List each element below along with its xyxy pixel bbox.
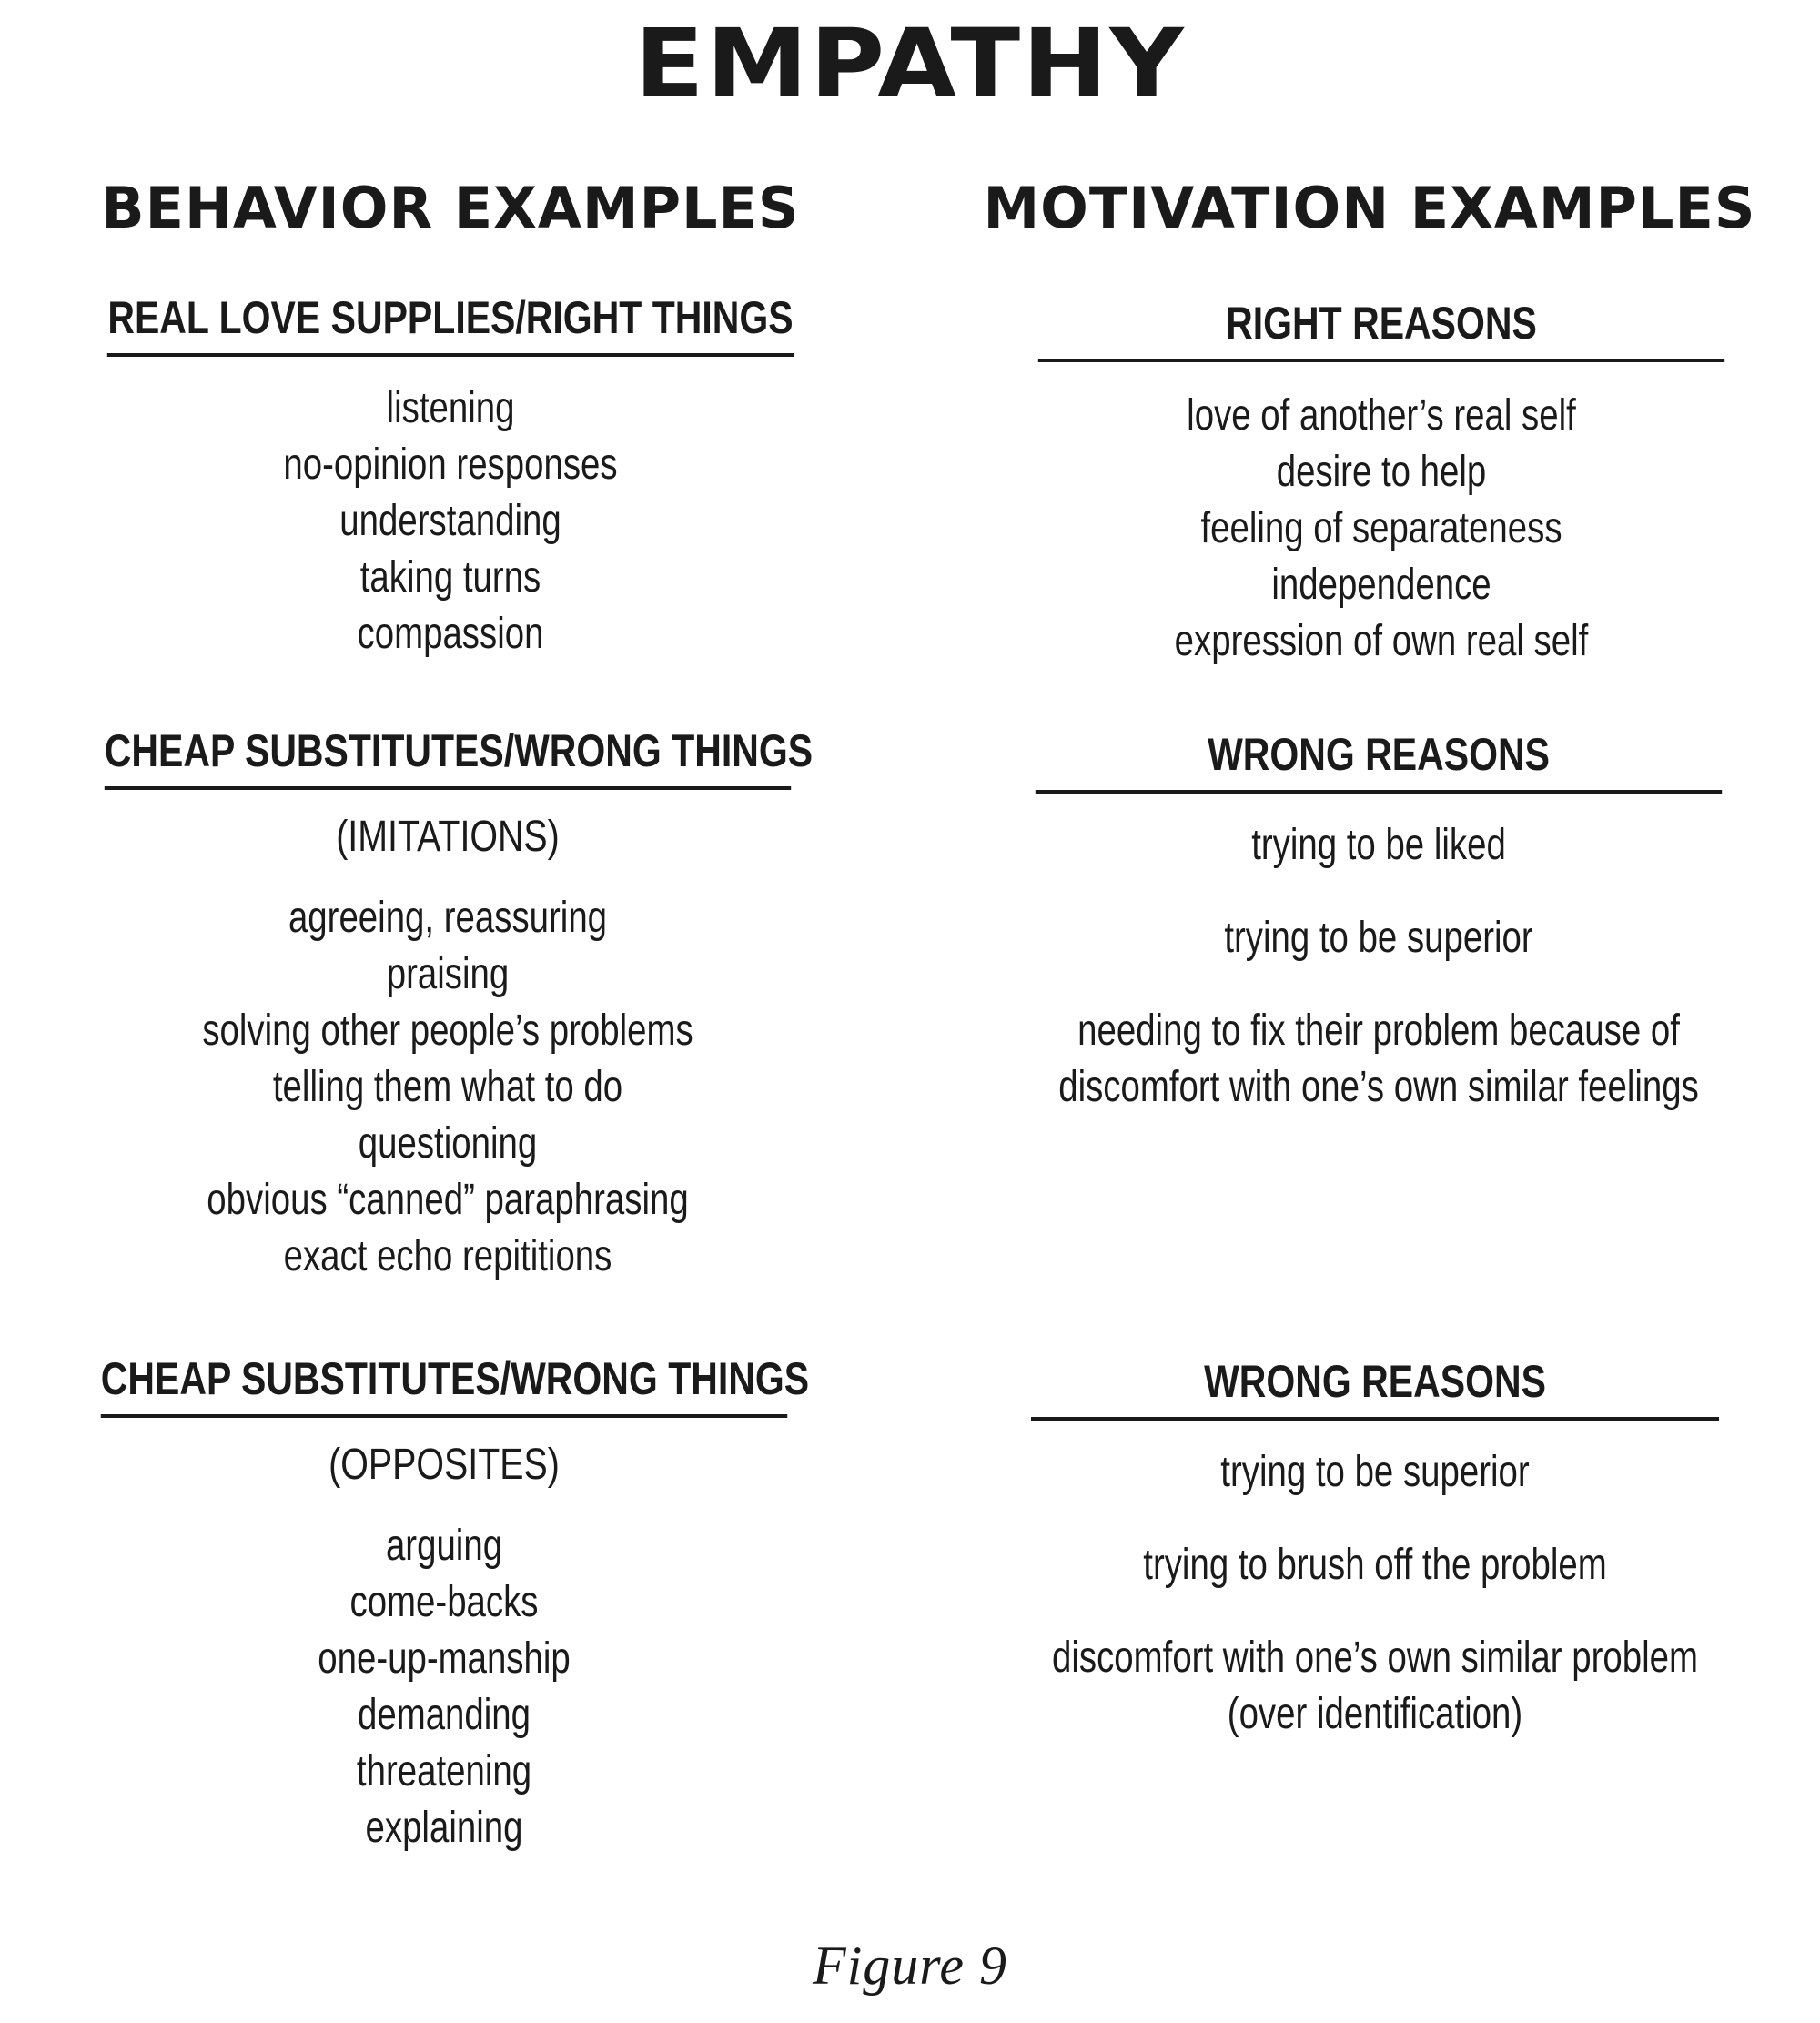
opposites-list (25, 1518, 863, 1856)
list-item: one-up-manship (318, 1634, 571, 1683)
imitations-section (29, 725, 866, 1285)
real-love-list (32, 380, 869, 663)
list-item: trying to brush off the problem (1143, 1541, 1607, 1589)
list-item: agreeing, reassuring (288, 894, 608, 942)
page-title: EMPATHY (634, 8, 1186, 119)
list-item: exact echo repititions (283, 1232, 612, 1280)
list-item: listening (386, 384, 515, 432)
list-item: questioning (358, 1119, 538, 1168)
behavior-examples-heading: BEHAVIOR EXAMPLES (101, 175, 800, 241)
list-item: trying to be liked (1251, 821, 1506, 869)
right-reasons-section (963, 300, 1800, 670)
list-item: love of another’s real self (1187, 391, 1576, 440)
wrong-reasons-section-2 (956, 1356, 1795, 1779)
section-heading: WRONG REASONS (1031, 1359, 1719, 1421)
list-item-line: (over identification) (1227, 1690, 1523, 1738)
motivation-examples-heading: MOTIVATION EXAMPLES (983, 175, 1756, 241)
list-item: come-backs (349, 1578, 539, 1626)
list-item: no-opinion responses (283, 440, 618, 489)
list-item (1044, 1003, 1714, 1116)
section-heading: CHEAP SUBSTITUTES/WRONG THINGS (101, 1356, 787, 1418)
list-item: demanding (357, 1691, 531, 1739)
list-item: expression of own real self (1174, 617, 1589, 665)
list-item: threatening (356, 1747, 532, 1795)
section-subheading: (IMITATIONS) (336, 813, 560, 861)
list-item: taking turns (359, 553, 541, 602)
section-heading: REAL LOVE SUPPLIES/RIGHT THINGS (107, 295, 794, 357)
list-item: independence (1271, 561, 1491, 609)
list-item (1039, 1630, 1711, 1743)
list-item: compassion (357, 610, 544, 658)
section-heading: WRONG REASONS (1036, 732, 1722, 794)
list-item: trying to be superior (1220, 1448, 1530, 1496)
list-item: understanding (339, 497, 561, 545)
section-heading: CHEAP SUBSTITUTES/WRONG THINGS (105, 728, 791, 790)
imitations-list (29, 890, 866, 1285)
list-item: telling them what to do (272, 1063, 623, 1111)
wrong-reasons-section-1 (960, 729, 1797, 1152)
list-item: feeling of separateness (1200, 504, 1562, 552)
section-heading: RIGHT REASONS (1038, 300, 1724, 362)
list-item: arguing (385, 1522, 503, 1570)
wrong-reasons-list-1 (960, 817, 1797, 1116)
right-reasons-list (963, 388, 1800, 670)
wrong-reasons-list-2 (956, 1444, 1795, 1743)
real-love-supplies-section (32, 292, 869, 663)
list-item: praising (386, 950, 510, 998)
figure-caption: Figure 9 (812, 1936, 1008, 1996)
list-item-line: discomfort with one’s own similar problem (1052, 1634, 1698, 1682)
list-item: solving other people’s problems (202, 1006, 693, 1055)
list-item-line: discomfort with one’s own similar feelings (1058, 1063, 1699, 1111)
list-item: desire to help (1276, 448, 1487, 496)
opposites-section (25, 1353, 863, 1856)
list-item-line: needing to fix their problem because of (1077, 1006, 1680, 1055)
list-item: obvious “canned” paraphrasing (207, 1176, 689, 1224)
section-subheading: (OPPOSITES) (329, 1441, 560, 1489)
list-item: explaining (365, 1804, 523, 1852)
list-item: trying to be superior (1224, 914, 1533, 962)
